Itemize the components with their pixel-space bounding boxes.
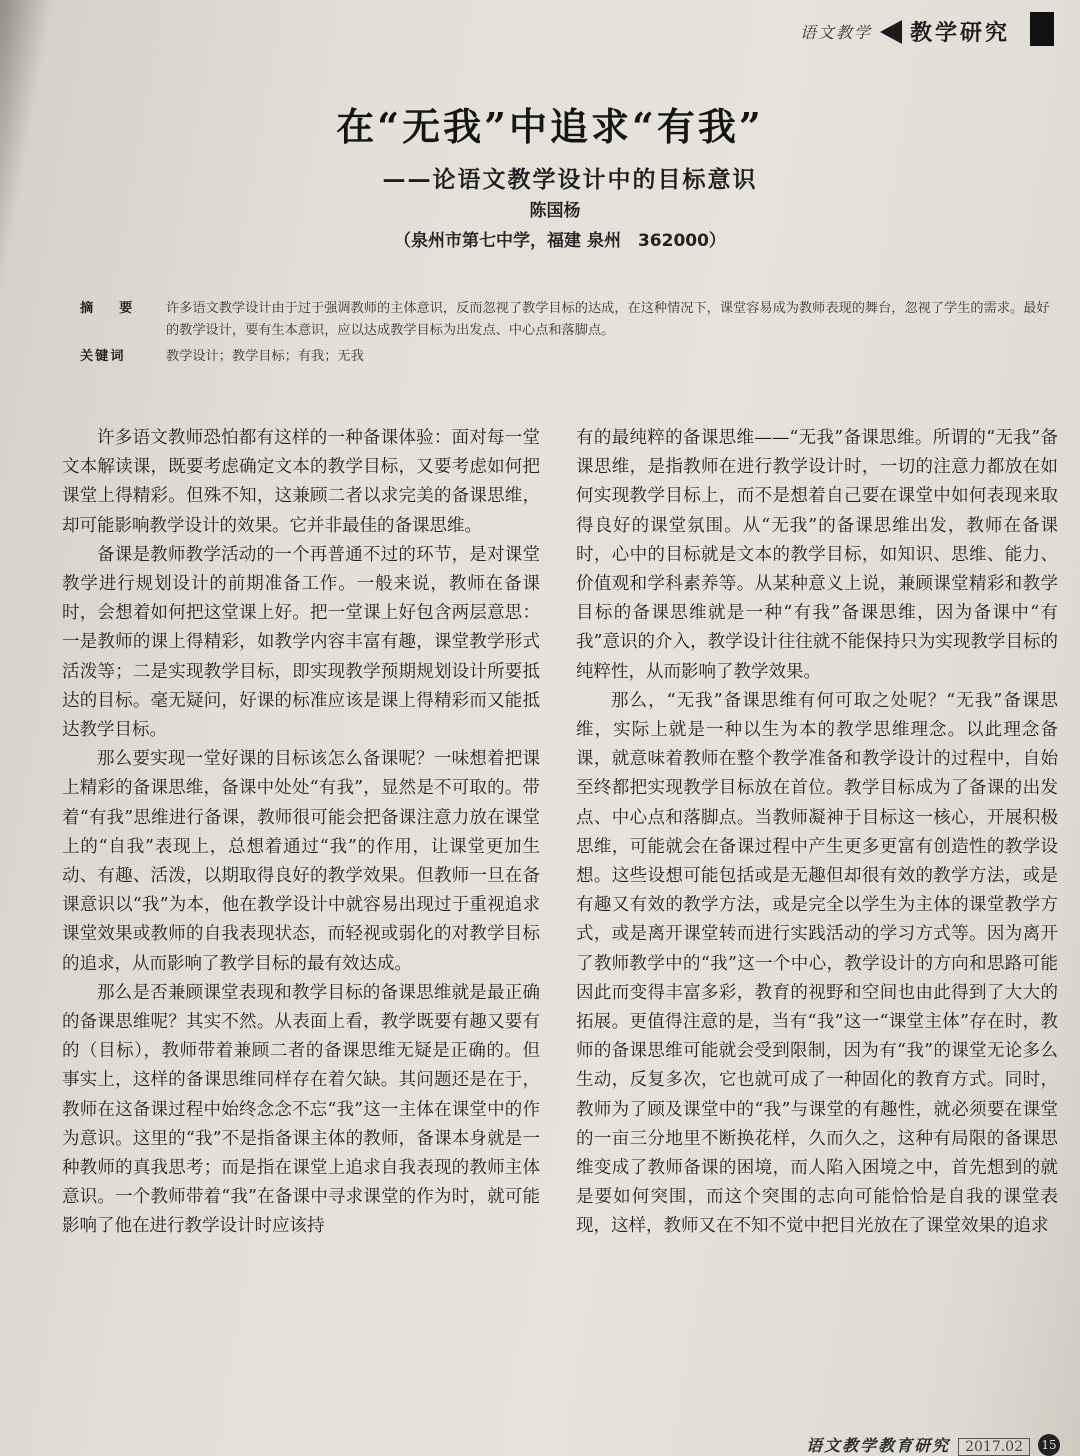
article-title: 在“无我”中追求“有我” (336, 104, 764, 149)
header-section-name: 教学研究 (909, 21, 1010, 46)
paragraph-continued: 有的最纯粹的备课思维——“无我”备课思维。所谓的“无我”备课思维，是指教师在进行教学设计时，一切的注意力都放在如何实现教学目标上，而不是想着自己要在课堂中如何表现来取得良好的课堂氛围。从“无我”的备课思维出发，教师在备课时，心中的目标就是文本的教学目标，如知识、思维、能力、价值观和学科素养等。从某种意义上说，兼顾课堂精彩和教学目标的备课思维就是一种“有我”备课思维，因为备课中“有我”意识的介入，教学设计往往就不能保持只为实现教学目标的纯粹性，从而影响了教学效果。 (576, 428, 1058, 682)
footer-journal-name: 语文教学教育研究 (806, 1436, 951, 1455)
paragraph: 那么是否兼顾课堂表现和教学目标的备课思维就是最正确的备课思维呢？其实不然。从表面上看，教学既要有趣又要有的（目标），教师带着兼顾二者的备课思维无疑是正确的。但事实上，这样的备课思维同样存在着欠缺。其问题还是在于，教师在这备课过程中始终念念不忘“我”这一主体在课堂中的作为意识。这里的“我”不是指备课主体的教师，备课本身就是一种教师的真我思考；而是指在课堂上追求自我表现的教师主体意识。一个教师带着“我”在备课中寻求课堂的作为时，就可能影响了他在进行教学设计时应该持 (62, 982, 540, 1237)
header-arrow-icon (880, 20, 902, 44)
body-column-right (576, 424, 1058, 1242)
author-affiliation: （泉州市第七中学，福建 泉州 362000） (394, 231, 726, 251)
footer-issue: 2017.02 (958, 1438, 1030, 1456)
paragraph: 许多语文教师恐怕都有这样的一种备课体验：面对每一堂文本解读课，既要考虑确定文本的教学目标，又要考虑如何把课堂上得精彩。但殊不知，这兼顾二者以求完美的备课思维，却可能影响教学设计的效果。它并非最佳的备课思维。 (62, 428, 540, 536)
abstract-row (80, 298, 1060, 342)
title-area (300, 96, 800, 194)
abstract-text: 许多语文教学设计由于过于强调教师的主体意识，反而忽视了教学目标的达成，在这种情况下，课堂容易成为教师表现的舞台，忽视了学生的需求。最好的教学设计，要有生本意识，应以达成教学目标为出发点、中心点和落脚点。 (166, 301, 1050, 338)
article-subtitle: ——论语文教学设计中的目标意识 (382, 167, 758, 193)
paragraph: 备课是教师教学活动的一个再普通不过的环节，是对课堂教学进行规划设计的前期准备工作。一般来说，教师在备课时，会想着如何把这堂课上好。把一堂课上好包含两层意思：一是教师的课上得精彩，如教学内容丰富有趣，课堂教学形式活泼等；二是实现教学目标，即实现教学预期规划设计所要抵达的目标。毫无疑问，好课的标准应该是课上得精彩而又能抵达教学目标。 (62, 544, 540, 741)
author-name: 陈国杨 (529, 201, 581, 221)
keywords-label: 关键词 (80, 349, 126, 364)
running-footer (806, 1434, 1060, 1456)
paragraph: 那么，“无我”备课思维有何可取之处呢？“无我”备课思维，实际上就是一种以生为本的教学思维理念。以此理念备课，就意味着教师在整个教学准备和教学设计的过程中，自始至终都把实现教学目标放在首位。教学目标成为了备课的出发点、中心点和落脚点。当教师凝神于目标这一核心，开展积极思维，可能就会在备课过程中产生更多更富有创造性的教学设想。这些设想可能包括或是无趣但却很有效的教学方法，或是有趣又有效的教学方法，或是完全以学生为主体的课堂教学方式，或是离开课堂转而进行实践活动的学习方式等。因为离开了教师教学中的“我”这一个中心，教学设计的方向和思路可能因此而变得丰富多彩，教育的视野和空间也由此得到了大大的拓展。更值得注意的是，当有“我”这一“课堂主体”存在时，教师的备课思维可能就会受到限制，因为有“我”的课堂无论多么生动，反复多次，它也就可成了一种固化的教育方式。同时，教师为了顾及课堂中的“我”与课堂的有趣性，就必须要在课堂的一亩三分地里不断换花样，久而久之，这种有局限的备课思维变成了教师备课的困境，而人陷入困境之中，首先想到的就是要如何突围，而这个突围的志向可能恰恰是自我的课堂表现，这样，教师又在不知不觉中把目光放在了课堂效果的追求 (576, 690, 1058, 1237)
keywords-text: 教学设计；教学目标；有我；无我 (166, 349, 364, 364)
keywords-row (80, 346, 1060, 368)
running-header (800, 16, 1010, 47)
body-column-left (62, 424, 540, 1242)
abstract-block (80, 298, 1060, 368)
paragraph: 那么要实现一堂好课的目标该怎么备课呢？一味想着把课上精彩的备课思维，备课中处处“有我”，显然是不可取的。带着“有我”思维进行备课，教师很可能会把备课注意力放在课堂上的“自我”表现上，总想着通过“我”的作用，让课堂更加生动、有趣、活泼，以期取得良好的教学效果。但教师一旦在备课意识以“我”为本，他在教学设计中就容易出现过于重视追求课堂效果或教师的自我表现状态，而轻视或弱化的对教学目标的追求，从而影响了教学目标的最有效达成。 (62, 749, 540, 974)
abstract-label: 摘要 (80, 301, 159, 316)
header-journal-name: 语文教学 (799, 23, 872, 42)
page-number: 15 (1038, 1434, 1060, 1456)
header-black-block (1030, 12, 1054, 46)
